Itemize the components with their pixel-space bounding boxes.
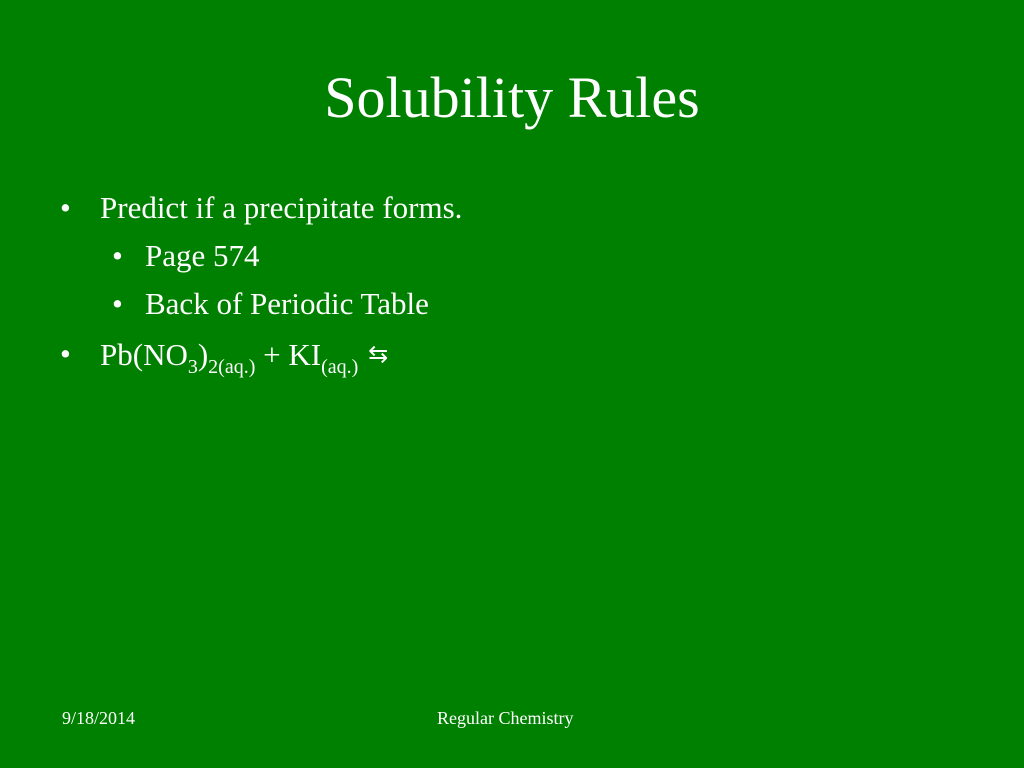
subscript: 2(aq.) xyxy=(208,356,256,378)
chemical-equation xyxy=(100,334,389,378)
bullet-marker: • xyxy=(60,336,71,371)
equation-part: ) xyxy=(197,337,209,372)
bullet-marker: • xyxy=(112,286,123,321)
bullet-marker: • xyxy=(60,190,71,225)
slide-title: Solubility Rules xyxy=(324,65,700,130)
subscript: 3 xyxy=(187,356,198,378)
footer-date: 9/18/2014 xyxy=(62,708,136,728)
bullet-marker: • xyxy=(112,238,123,273)
subscript: (aq.) xyxy=(321,356,359,378)
equation-part: Pb(NO xyxy=(100,337,188,372)
footer-course: Regular Chemistry xyxy=(437,708,574,728)
bullet-text: Page 574 xyxy=(145,238,260,273)
bullet-text: Predict if a precipitate forms. xyxy=(100,190,463,225)
bullet-text: Back of Periodic Table xyxy=(145,286,429,321)
equilibrium-arrow-icon: ⇆ xyxy=(368,340,389,368)
equation-part: + KI xyxy=(255,337,322,372)
